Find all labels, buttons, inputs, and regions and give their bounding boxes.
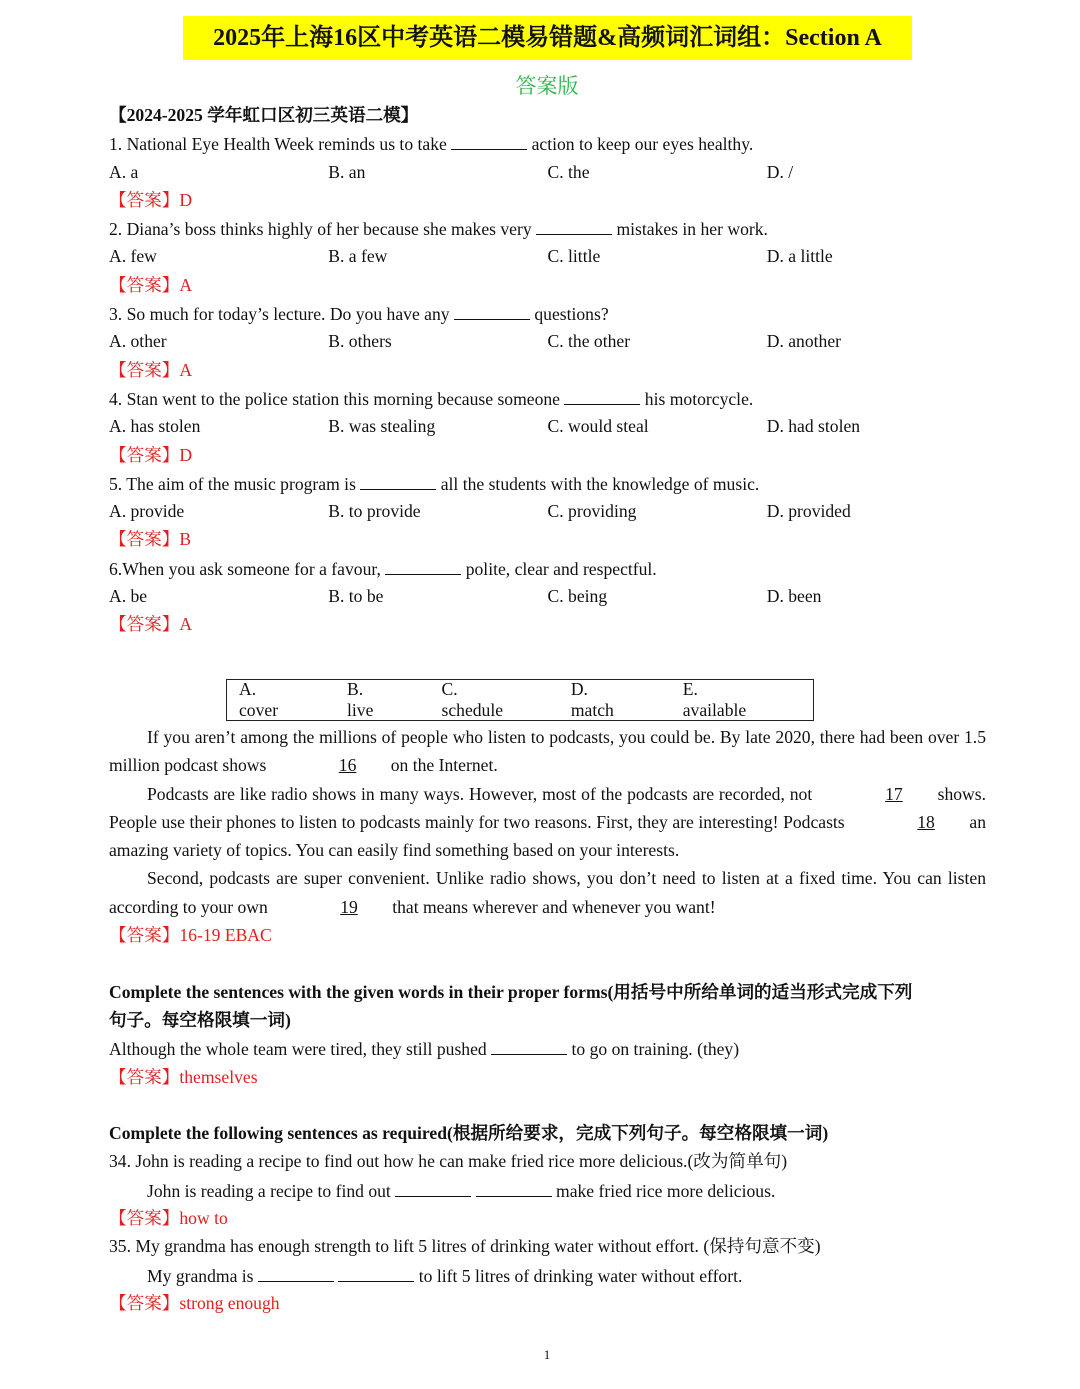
word-bank-item: A. cover [239,678,279,720]
blank-17: 17 [885,783,903,804]
question-34-rewrite: John is reading a recipe to find out make fried rice more delicious. [109,1176,986,1204]
question-options [109,582,986,610]
forms-question: Although the whole team were tired, they still pushed to go on training. (they) [109,1034,986,1062]
question-options [109,412,986,440]
answer-blank [258,1261,334,1282]
word-bank-item: E. available [682,678,747,720]
answer-blank [338,1261,414,1282]
question-answer: 【答案】B [109,529,192,550]
question-stem: 4. Stan went to the police station this morning because someone his motorcycle. [109,384,986,412]
option-b: B. a few [328,246,388,267]
cloze-paragraph: Second, podcasts are super convenient. Unlike radio shows, you don’t need to listen at a fixed time. You can listen according to your own 19 that means wherever and whenever you want! [109,864,986,921]
question-answer: 【答案】D [109,189,193,210]
cloze-paragraph: Podcasts are like radio shows in many ways. However, most of the podcasts are recorded, not 17 shows. People use their phones to listen to podcasts mainly for two reasons. First, they are interesting! Podcasts 18 an amazing variety of topics. You can easily find something based on your interests. [109,780,986,865]
option-c: C. the other [547,331,631,352]
page-number: 1 [543,1347,551,1362]
question-answer: 【答案】A [109,274,193,295]
question-options [109,497,986,525]
question-stem: 5. The aim of the music program is all the students with the knowledge of music. [109,469,986,497]
word-bank-wrapper [109,667,986,723]
question-stem: 1. National Eye Health Week reminds us to take action to keep our eyes healthy. [109,129,986,157]
forms-heading: Complete the sentences with the given words in their proper forms(用括号中所给单词的适当形式完成下列 [109,981,913,1002]
forms-heading-cont: 句子。每空格限填一词) [109,1009,291,1030]
option-c: C. the [547,161,590,182]
cloze-passage [109,723,986,921]
option-c: C. providing [547,501,637,522]
option-c: C. little [547,246,601,267]
question-stem: 6.When you ask someone for a favour, polite, clear and respectful. [109,554,986,582]
answer-blank [395,1176,471,1197]
option-a: A. a [109,161,139,182]
question-list [109,129,986,638]
option-a: A. other [109,331,167,352]
option-d: D. / [766,161,794,182]
option-b: B. to provide [328,501,421,522]
option-d: D. provided [766,501,851,522]
answer-version-label: 答案版 [515,74,579,98]
question-answer: 【答案】A [109,359,193,380]
blank-18: 18 [917,811,935,832]
blank-19: 19 [340,896,358,917]
question-answer: 【答案】A [109,614,193,635]
answer-blank [385,554,461,575]
answer-blank [454,299,530,320]
option-b: B. others [328,331,392,352]
answer-blank [360,469,436,490]
question-options [109,242,986,270]
word-bank-item: D. match [570,678,614,720]
cloze-paragraph: If you aren’t among the millions of people who listen to podcasts, you could be. By late 2020, there had been over 1.5 million podcast shows 16 on the Internet. [109,723,986,780]
option-c: C. being [547,586,608,607]
option-b: B. was stealing [328,416,436,437]
question-35-rewrite: My grandma is to lift 5 litres of drinking water without effort. [109,1261,986,1289]
question-stem: 3. So much for today’s lecture. Do you have any questions? [109,299,986,327]
option-b: B. an [328,161,366,182]
option-a: A. has stolen [109,416,201,437]
document-body [109,101,986,1317]
question-options [109,327,986,355]
answer-blank [536,214,612,235]
blank-16: 16 [338,755,357,776]
page-title: 2025年上海16区中考英语二模易错题&高频词汇词组：Section A [183,16,912,60]
question-35: 35. My grandma has enough strength to lift 5 litres of drinking water without effort. (保持句意不变) [109,1236,821,1257]
word-bank-item: C. schedule [441,678,504,720]
question-options [109,158,986,186]
answer-blank [491,1034,567,1055]
option-d: D. been [766,586,822,607]
answer-blank [476,1176,552,1197]
answer-blank [451,129,527,150]
required-heading: Complete the following sentences as required(根据所给要求，完成下列句子。每空格限填一词) [109,1123,829,1144]
option-d: D. a little [766,246,833,267]
question-stem: 2. Diana’s boss thinks highly of her because she makes very mistakes in her work. [109,214,986,242]
word-bank-item: B. live [347,678,374,720]
option-d: D. had stolen [766,416,861,437]
answer-35: 【答案】strong enough [109,1292,280,1313]
answer-34: 【答案】how to [109,1207,228,1228]
question-34: 34. John is reading a recipe to find out how he can make fried rice more delicious.(改为简单句) [109,1151,788,1172]
option-a: A. be [109,586,148,607]
option-c: C. would steal [547,416,649,437]
word-bank [226,679,814,721]
section-heading: 【2024-2025 学年虹口区初三英语二模】 [109,105,419,125]
option-d: D. another [766,331,842,352]
forms-answer: 【答案】themselves [109,1066,258,1087]
option-b: B. to be [328,586,384,607]
cloze-answer: 【答案】16-19 EBAC [109,925,272,946]
answer-blank [564,384,640,405]
question-answer: 【答案】D [109,444,193,465]
option-a: A. few [109,246,157,267]
option-a: A. provide [109,501,185,522]
